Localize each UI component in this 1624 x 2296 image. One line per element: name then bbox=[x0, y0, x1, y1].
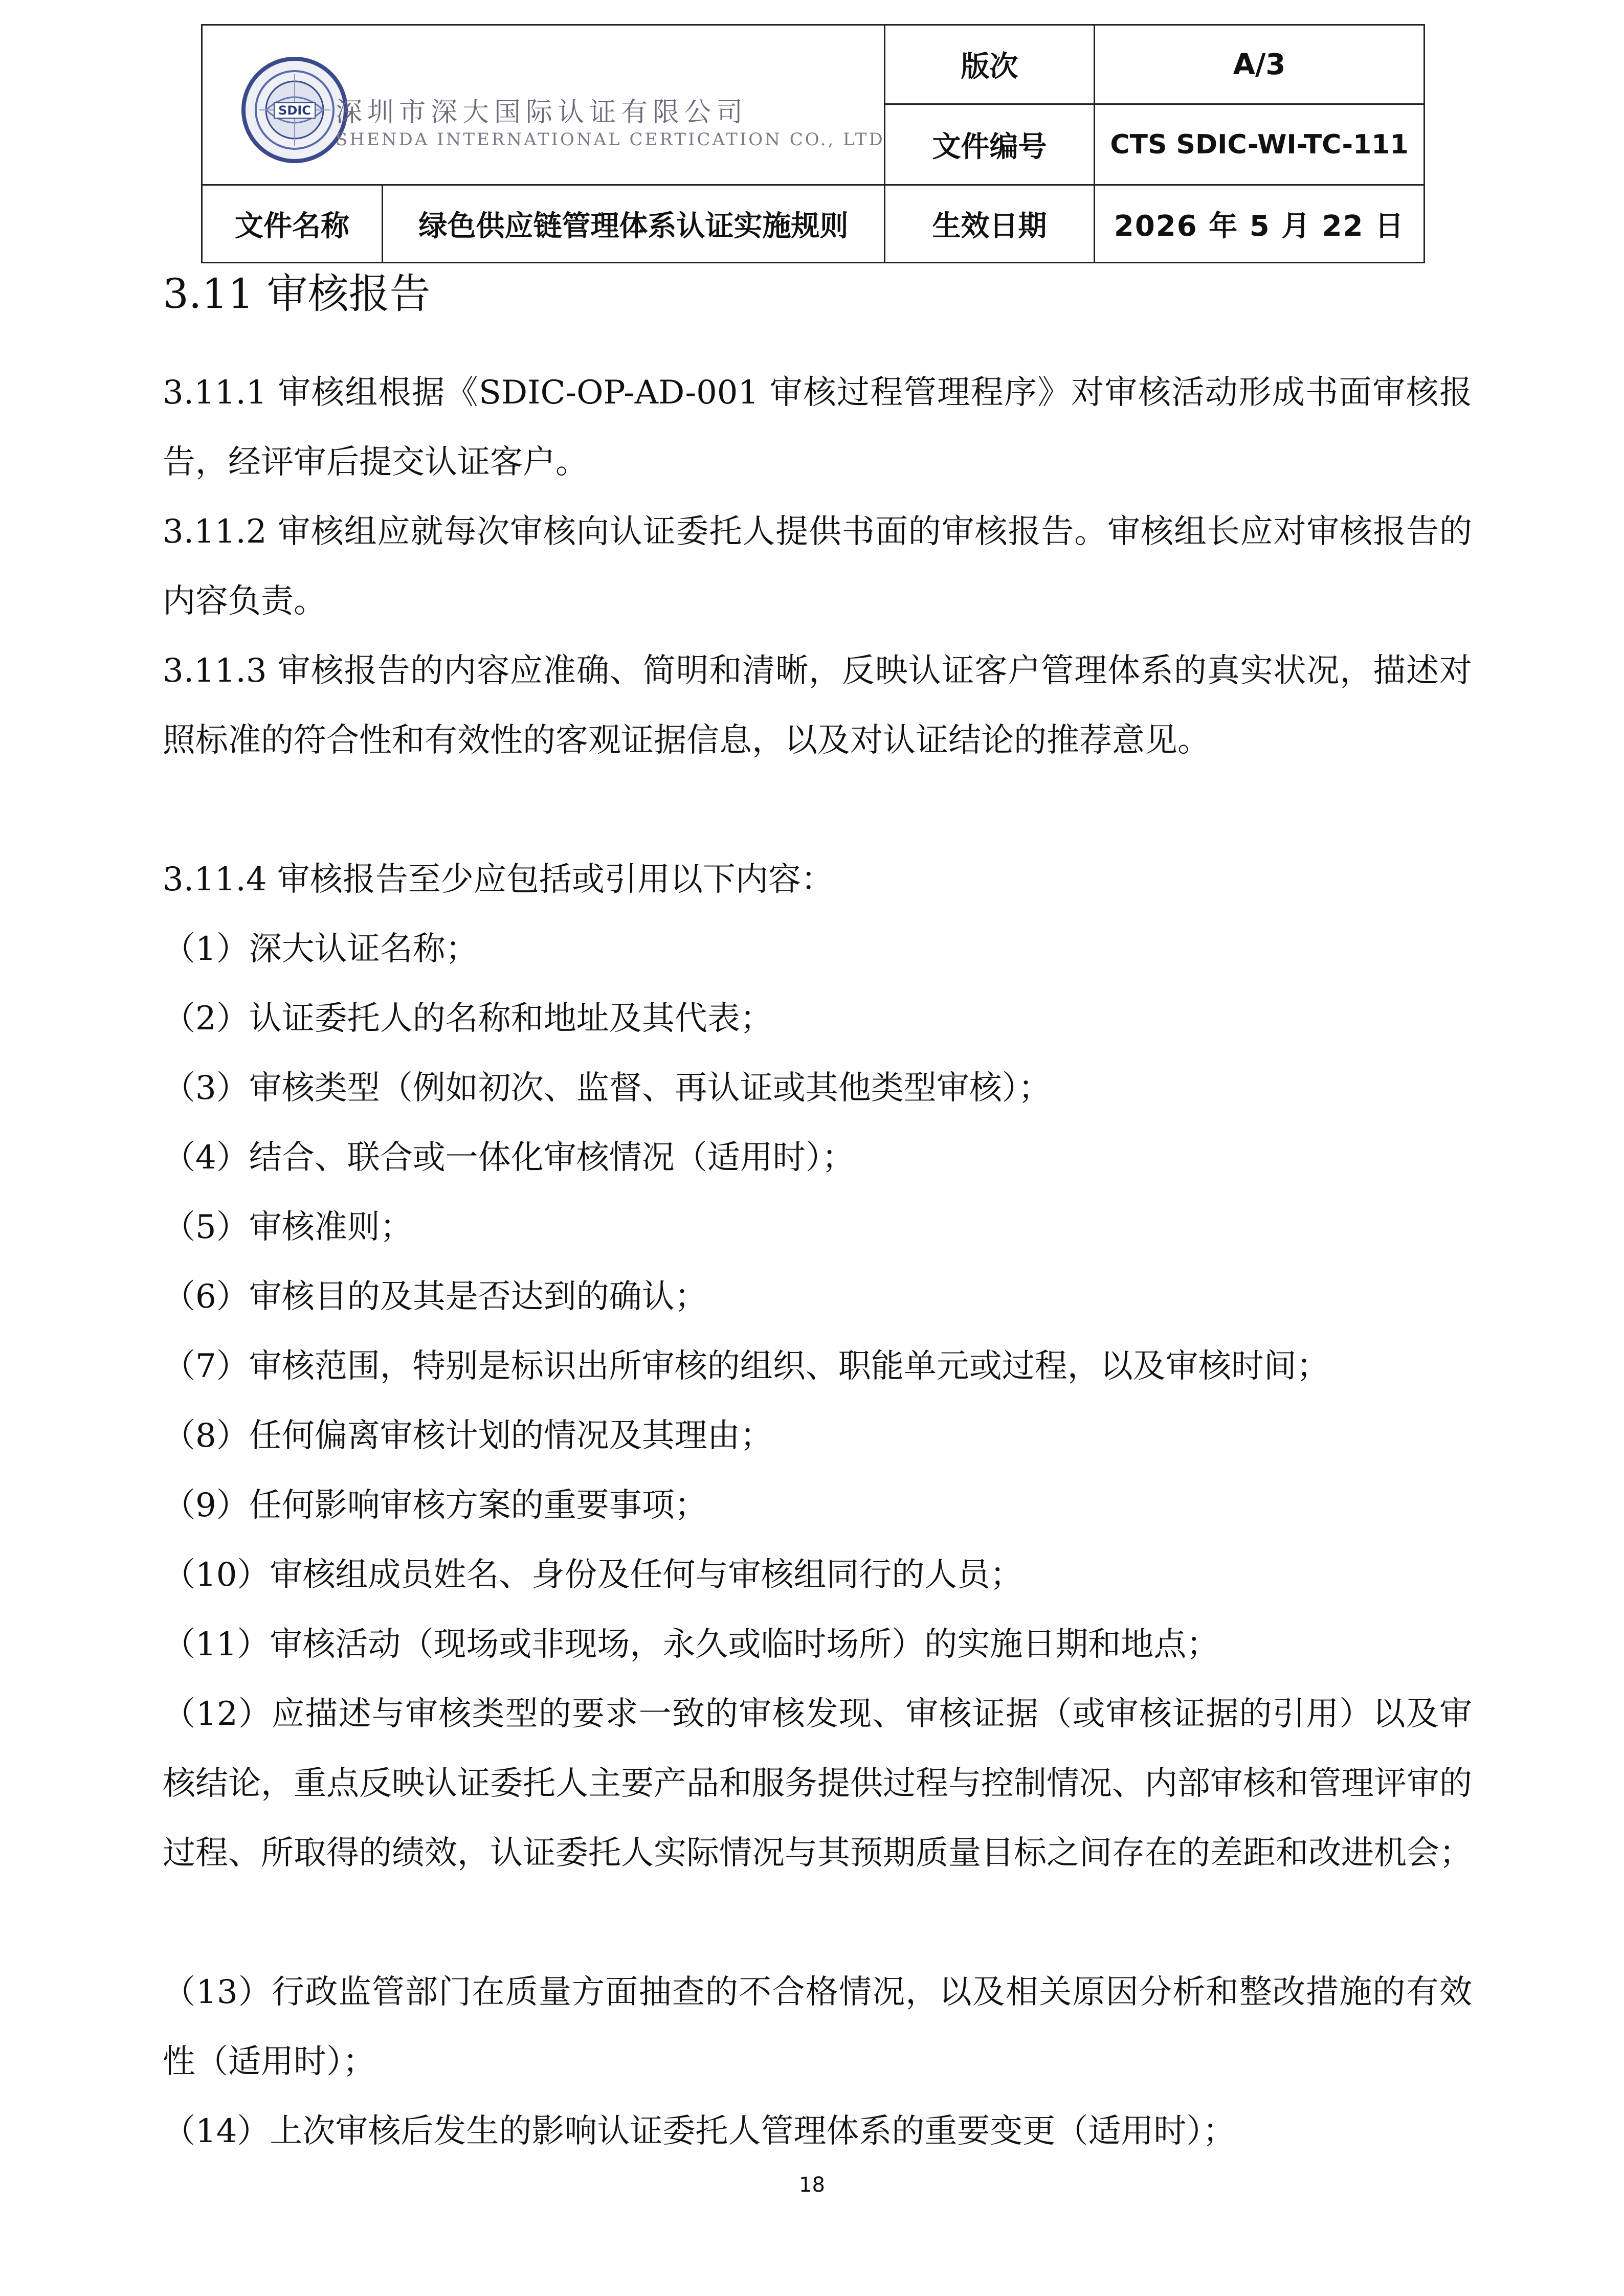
doc-name-label: 文件名称 bbox=[235, 209, 349, 243]
doc-number-label: 文件编号 bbox=[932, 130, 1047, 164]
list-item: （1）深大认证名称； bbox=[163, 930, 478, 968]
version-label: 版次 bbox=[961, 50, 1018, 83]
effective-date-value: 2026 年 5 月 22 日 bbox=[1114, 209, 1405, 243]
list-item: （14）上次审核后发生的影响认证委托人管理体系的重要变更（适用时）； bbox=[163, 2112, 1236, 2150]
paragraph-3-11-2: 3.11.2 审核组应就每次审核向认证委托人提供书面的审核报告。审核组长应对审核报告的内容负责。 bbox=[163, 513, 1472, 620]
version-value: A/3 bbox=[1233, 48, 1286, 81]
list-item: （10）审核组成员姓名、身份及任何与审核组同行的人员； bbox=[163, 1556, 1023, 1594]
company-name-cn: 深圳市深大国际认证有限公司 bbox=[336, 97, 748, 128]
paragraph-3-11-4: 3.11.4 审核报告至少应包括或引用以下内容： bbox=[163, 861, 834, 898]
list-item: （4）结合、联合或一体化审核情况（适用时）； bbox=[163, 1139, 855, 1177]
document-header-table bbox=[201, 24, 1425, 263]
logo-text: SDIC bbox=[278, 103, 311, 118]
list-item: （2）认证委托人的名称和地址及其代表； bbox=[163, 1000, 773, 1038]
effective-date-label: 生效日期 bbox=[932, 209, 1047, 243]
paragraph-3-11-3: 3.11.3 审核报告的内容应准确、简明和清晰，反映认证客户管理体系的真实状况，描述对照标准的符合性和有效性的客观证据信息，以及对认证结论的推荐意见。 bbox=[163, 652, 1472, 759]
sdic-seal-icon bbox=[238, 54, 351, 166]
section-title: 3.11 审核报告 bbox=[163, 270, 431, 318]
list-item: （8）任何偏离审核计划的情况及其理由； bbox=[163, 1417, 773, 1455]
doc-name-value: 绿色供应链管理体系认证实施规则 bbox=[418, 209, 849, 243]
list-item: （7）审核范围，特别是标识出所审核的组织、职能单元或过程，以及审核时间； bbox=[163, 1347, 1329, 1385]
list-item: （11）审核活动（现场或非现场，永久或临时场所）的实施日期和地点； bbox=[163, 1626, 1219, 1663]
list-item: （6）审核目的及其是否达到的确认； bbox=[163, 1278, 707, 1316]
list-item: （3）审核类型（例如初次、监督、再认证或其他类型审核）； bbox=[163, 1069, 1051, 1107]
list-item: （13）行政监管部门在质量方面抽查的不合格情况，以及相关原因分析和整改措施的有效性（适用时）； bbox=[163, 1973, 1472, 2081]
list-item: （5）审核准则； bbox=[163, 1208, 413, 1246]
paragraph-3-11-1: 3.11.1 审核组根据《SDIC-OP-AD-001 审核过程管理程序》对审核活动形成书面审核报告，经评审后提交认证客户。 bbox=[163, 374, 1472, 481]
list-item: （9）任何影响审核方案的重要事项； bbox=[163, 1487, 707, 1524]
company-name-en: SHENDA INTERNATIONAL CERTICATION CO., LTD bbox=[336, 129, 885, 150]
list-item: （12）应描述与审核类型的要求一致的审核发现、审核证据（或审核证据的引用）以及审核结论，重点反映认证委托人主要产品和服务提供过程与控制情况、内部审核和管理评审的过程、所取得的绩效，认证委托人实际情况与其预期质量目标之间存在的差距和改进机会； bbox=[163, 1695, 1472, 1872]
page-number: 18 bbox=[799, 2173, 825, 2197]
doc-number-value: CTS SDIC-WI-TC-111 bbox=[1110, 129, 1409, 160]
